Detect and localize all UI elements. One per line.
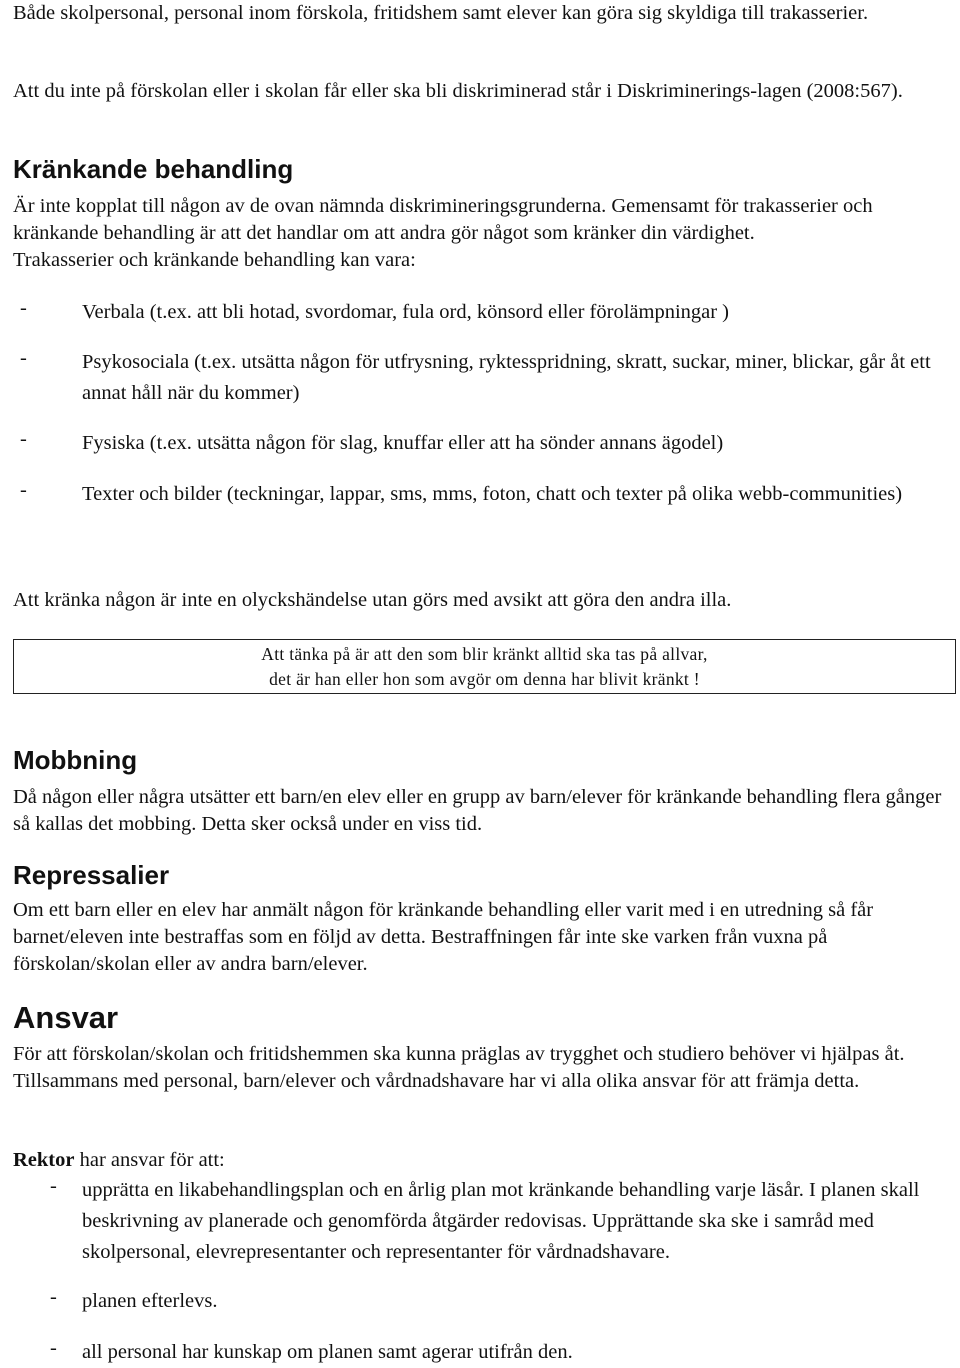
repressalier-body: Om ett barn eller en elev har anmält någon för kränkande behandling eller varit med i en utredning så får barnet/eleven inte bestraffas som en följd av detta. Bestraffningen får inte ske varken från vuxna på förskolan/skolan eller av andra barn/elever.	[13, 899, 874, 975]
list-item-text: Texter och bilder (teckningar, lappar, sms, mms, foton, chatt och texter på olika webb-communities)	[82, 483, 903, 505]
heading-krankande-behandling: Kränkande behandling	[13, 154, 294, 184]
list-item-text: all personal har kunskap om planen samt agerar utifrån den.	[82, 1341, 573, 1363]
intro-paragraph-1: Både skolpersonal, personal inom förskola, fritidshem samt elever kan göra sig skyldiga till trakasserier.	[13, 2, 869, 24]
mobbning-body: Då någon eller några utsätter ett barn/en elev eller en grupp av barn/elever för kränkande behandling flera gånger så kallas det mobbing. Detta sker också under en viss tid.	[13, 786, 942, 835]
notice-line-2: det är han eller hon som avgör om denna har blivit kränkt !	[269, 668, 700, 689]
list-item-text: upprätta en likabehandlingsplan och en årlig plan mot kränkande behandling varje läsår. I planen skall beskrivning av planerade och genomförda åtgärder redovisas. Upprättande ska ske i samråd med skolpersonal, elevrepresentanter och representanter för vårdnadshavare.	[82, 1179, 920, 1263]
list-dash: -	[20, 297, 27, 319]
krankande-intro-list: Trakasserier och kränkande behandling kan vara:	[13, 249, 416, 271]
list-dash: -	[50, 1175, 57, 1197]
list-dash: -	[50, 1337, 57, 1359]
intro-paragraph-2: Att du inte på förskolan eller i skolan får eller ska bli diskriminerad står i Diskriminerings-lagen (2008:567).	[13, 80, 903, 102]
list-dash: -	[50, 1286, 57, 1308]
closing-statement: Att kränka någon är inte en olyckshändelse utan görs med avsikt att göra den andra illa.	[13, 589, 732, 611]
notice-line-1: Att tänka på är att den som blir kränkt alltid ska tas på allvar,	[261, 643, 708, 664]
rektor-label: Rektor	[13, 1149, 75, 1171]
notice-box	[13, 639, 956, 694]
heading-repressalier: Repressalier	[13, 860, 170, 890]
rektor-rest: har ansvar för att:	[74, 1149, 225, 1171]
list-item-text: Psykosociala (t.ex. utsätta någon för utfrysning, ryktesspridning, skratt, suckar, miner, blickar, går åt ett annat håll när du kommer)	[82, 351, 931, 404]
list-item-text: Verbala (t.ex. att bli hotad, svordomar, fula ord, könsord eller förolämpningar )	[82, 301, 730, 323]
heading-ansvar: Ansvar	[13, 1000, 119, 1035]
list-item-text: planen efterlevs.	[82, 1290, 218, 1312]
heading-mobbning: Mobbning	[13, 745, 138, 775]
list-dash: -	[20, 347, 27, 369]
krankande-body	[13, 193, 948, 274]
list-dash: -	[20, 428, 27, 450]
list-item-text: Fysiska (t.ex. utsätta någon för slag, knuffar eller att ha sönder annans ägodel)	[82, 432, 724, 454]
ansvar-body: För att förskolan/skolan och fritidshemmen ska kunna präglas av trygghet och studiero behöver vi hjälpas åt. Tillsammans med personal, barn/elever och vårdnadshavare har vi alla olika ansvar för att främja detta.	[13, 1043, 905, 1092]
rektor-line	[13, 1149, 225, 1172]
list-dash: -	[20, 479, 27, 501]
krankande-paragraph: Är inte kopplat till någon av de ovan nämnda diskrimineringsgrunderna. Gemensamt för trakasserier och kränkande behandling är att det handlar om att andra gör något som kränker din värdighet.	[13, 195, 873, 244]
